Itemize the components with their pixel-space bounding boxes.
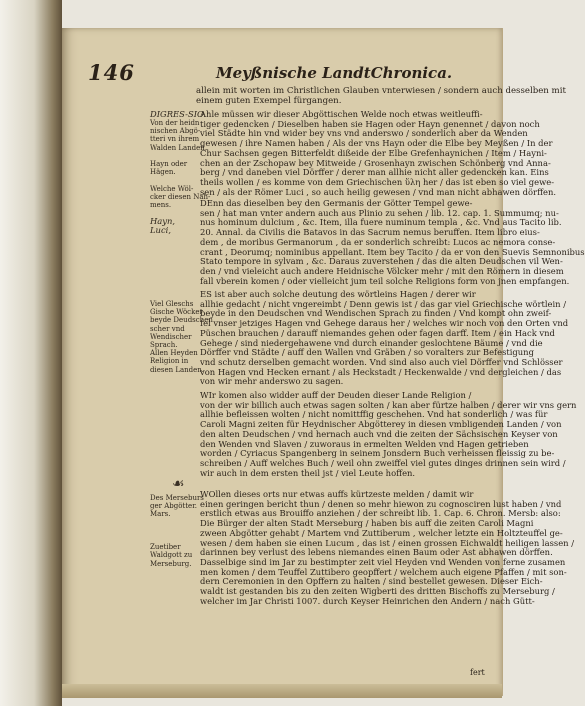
text-line: 20. Annal. da Civilis die Batavos in das Sacrum nemus beruffen. Item libro eius- [200, 227, 540, 238]
text-line: allhie befleissen wolten / nicht nomittffig geschehen. Vnd hat sonderlich / was für [200, 409, 548, 420]
margin-note [150, 535, 196, 543]
text-line: Dörffer vnd Städte / auff den Wallen vnd Gräben / so voralters zur Befestigung [200, 347, 534, 358]
text-line: theils wollen / es komme von dem Griechischen ὕλη her / das ist eben so viel gewe- [200, 176, 555, 187]
margin-note: Sprach. [150, 341, 178, 350]
text-line: erstlich etwas aus Brouiffo anziehen / der schreibt lib. 1. Cap. 6. Chron. Mersb: also: [200, 508, 561, 519]
text-line: Die Bürger der alten Stadt Merseburg / haben bis auff die zeiten Caroli Magni [200, 518, 534, 529]
margin-note: Von der heidn [150, 119, 200, 127]
paragraph-1 [200, 109, 557, 197]
margin-note: Mars. [150, 510, 171, 519]
text-line: darinnen bey verlust des lebens niemandes einen Baum oder Ast abhawen dörffen. [200, 547, 553, 558]
page-bottom-edge [62, 684, 502, 698]
page-header [88, 60, 496, 86]
text-line: Gehege / sind niedergehawene vnd durch einander geslochtene Bäume / vnd die [200, 337, 543, 348]
margin-notes-top [150, 109, 211, 236]
text-line: den alten Deudschen / vnd hernach auch vnd die zeiten der Sächsischen Keyser von [200, 428, 558, 439]
text-line: schreiben / Auff welches Buch / weil ohn zweiffel viel gutes dinges drinnen sein wird / [200, 457, 566, 468]
text-line: fall vberein komen / oder vielleicht jum teil solche Religions form von jnen empfangen. [200, 275, 570, 286]
lead-text [196, 86, 566, 106]
margin-note: tteri vn ihrem [150, 135, 200, 144]
lead-line: einem guten Exempel fürgangen. [196, 96, 342, 106]
margin-note [150, 527, 196, 535]
margin-note: Hayn oder [150, 160, 188, 169]
text-line: dern Ceremonien in den Opffern zu halten / sind bestellet gewesen. Dieser Eich- [200, 576, 543, 587]
margin-note: Luci, [150, 225, 171, 236]
margin-note: cker diesen Nah- [150, 192, 211, 201]
margin-note: Wendischer [150, 332, 192, 341]
text-line: Dasselbige sind im Jar zu bestimpter zeit viel Heyden vnd Wenden von ferne zusamen [200, 556, 566, 567]
text-line: men komen / dem Teuffel Zuttibero geopffert / welchem auch eigene Pfaffen / mit son- [200, 566, 567, 577]
book-binding-edge [0, 0, 62, 706]
margin-note: Des Merseburs [150, 494, 204, 502]
text-line: ES ist aber auch solche deutung des wörtleins Hagen / derer wir [200, 289, 476, 299]
text-line: vnd schutz derselben gemacht worden. Vnd sind also auch viel Dörffer vnd Schlösser [200, 356, 563, 367]
margin-note: nischen Abgö- [150, 127, 201, 136]
text-line: Chur Sachsen gegen Bitterfeldt dißeide der Elbe Grefenhaynichen / Item / Hayni- [200, 147, 547, 158]
margin-note: ger Abgötter. [150, 502, 197, 511]
margin-notes-bottom [150, 494, 204, 568]
margin-note: Zuetiber [150, 543, 181, 552]
paragraph-4 [200, 390, 577, 478]
margin-note: Allen Heyden [150, 349, 198, 358]
text-line: den / vnd vieleicht auch andere Heidnische Völcker mehr / mit den Römern in diesem [200, 265, 564, 276]
text-line: den Wenden vnd Slaven / zuworaus in ermelten Welden vnd Hagen getrieben [200, 438, 529, 449]
text-line: nus hominum dulcium , &c. Item, illa fuere numinum templa , &c. Vnd aus Tacito lib. [200, 217, 562, 228]
text-line: worden / Cyriacus Spangenberg in seinem Jonsdern Buch verheissen fleissig zu be- [200, 448, 555, 459]
text-line: von wir mehr anderswo zu sagen. [200, 376, 344, 387]
page-number: 146 [88, 60, 135, 85]
text-line: von der wir billich auch etwas sagen solten / kan aber fürtze halben / derer wir vns gern [200, 399, 577, 410]
text-line: Caroli Magni zeiten für Heydnischer Abgötterey in diesen vmbligenden Landen / von [200, 419, 562, 430]
text-line: einen geringen bericht thun / denen so mehr hiewon zu cognosciren lust haben / vnd [200, 498, 562, 509]
margin-note: scher vnd [150, 324, 185, 333]
margin-note: Religion in [150, 357, 189, 366]
lead-line: allein mit worten im Christlichen Glauben vnterwiesen / sondern auch desselben mit [196, 86, 566, 96]
margin-note: Viel Gleschs [150, 300, 194, 308]
text-line: WIr komen also widder auff der Deuden dieser Lande Religion / [200, 390, 472, 400]
text-line: Ahle müssen wir dieser Abgöttischen Welde noch etwas weitleuffi- [200, 109, 483, 119]
printers-mark-icon: ☙ [172, 476, 185, 492]
text-line: dem , de moribus Germanorum , da er sonderlich schreibt: Lucos ac nemora conse- [200, 236, 556, 247]
text-line: Püschen brauchen / darauff niemandes gehen oder fagen darff. Item / ein Hack vnd [200, 327, 555, 338]
text-line: zween Abgötter gehabt / Martem vnd Zuttiberum , welcher letzte ein Holtzteuffel ge- [200, 527, 563, 538]
text-line: welcher im Jar Christi 1007. durch Keyser Heinrichen den Andern / nach Gütt- [200, 595, 535, 606]
paragraph-3 [200, 289, 569, 387]
text-line: WOllen dieses orts nur etwas auffs kürtzeste melden / damit wir [200, 489, 474, 499]
text-line: berg / vnd daneben viel Dörffer / derer man allhie nicht aller gedencken kan. Eins [200, 167, 549, 178]
margin-note: beyde Deudschen [150, 316, 213, 325]
text-line: sen / als der Römer Luci , so auch heilig gewesen / vnd man nicht abhawen dörffen. [200, 186, 557, 197]
margin-note: Gische Wöcker [150, 308, 203, 317]
text-line: allhie gedacht / nicht vngereimbt / Denn gewis ist / das gar viel Griechische wörtlein / [200, 298, 567, 309]
margin-note: Hayn, [150, 216, 176, 227]
running-title: Meyßnische LandtChronica. [216, 64, 453, 82]
text-line: crant , Deorumq; nominibus appellant. Item bey Tacito / da er von den Suevis Semnonibus [200, 246, 585, 257]
margin-note: Merseburg. [150, 559, 192, 568]
margin-note [150, 519, 196, 527]
margin-note: diesen Landen. [150, 365, 205, 374]
text-line: waldt ist gestanden bis zu den zeiten Wigberti des dritten Bischoffs zu Merseburg / [200, 586, 555, 597]
text-line: von Hagen vnd Hecken ernant / als Heckstadt / Heckenwalde / vnd dergleichen / das [200, 366, 562, 377]
margin-note: Hägen. [150, 168, 176, 177]
text-line: fel vnser jetziges Hagen vnd Gehege daraus her / welches wir noch von den Orten vnd [200, 318, 569, 329]
catchword: fert [470, 668, 485, 677]
margin-digression: DIGRES-SIO. [150, 109, 207, 119]
margin-notes-middle [150, 300, 213, 374]
text-line: viel Städte hin vnd wider bey vns vnd anderswo / sonderlich aber da Wenden [200, 128, 528, 139]
margin-note: Walden Landen. [150, 143, 208, 152]
margin-note: mens. [150, 201, 172, 210]
text-line: Stato tempore in sylvam , &c. Daraus zuverstehen / das die alten Deudschen vil Wen- [200, 256, 563, 267]
paragraph-5 [200, 489, 575, 606]
text-line: wir auch in dem ersten theil jst / viel Leute hoffen. [200, 467, 416, 478]
text-line: beyde in den Deudschen vnd Wendischen Sprach zu finden / Vnd kompt ohn zweif- [200, 308, 552, 319]
text-line: sen / hat man vnter andern auch aus Plinio zu sehen / lib. 12. cap. 1. Summumq; nu- [200, 207, 559, 218]
text-line: gewesen / ihre Namen haben / Als der vns Hayn oder die Elbe bey Meyßen / In der [200, 138, 553, 149]
text-line: tiger gedencken / Dieselben haben sie Hagen oder Hayn genennet / davon noch [200, 118, 540, 129]
paragraph-2 [200, 198, 585, 286]
margin-note: Welche Wöl- [150, 184, 194, 193]
margin-note: Waldgott zu [150, 551, 193, 560]
text-line: wesen / dem haben sie einen Lucum , das ist / einen grossen Eichwaldt heiligen lassen / [200, 537, 575, 548]
text-line: chen an der Zschopaw bey Mitweide / Grosenhayn zwischen Schönberg vnd Anna- [200, 157, 551, 168]
margin-note [150, 152, 196, 160]
margin-note [150, 176, 196, 184]
text-line: DEnn das dieselben bey den Germanis der Götter Tempel gewe- [200, 198, 473, 208]
